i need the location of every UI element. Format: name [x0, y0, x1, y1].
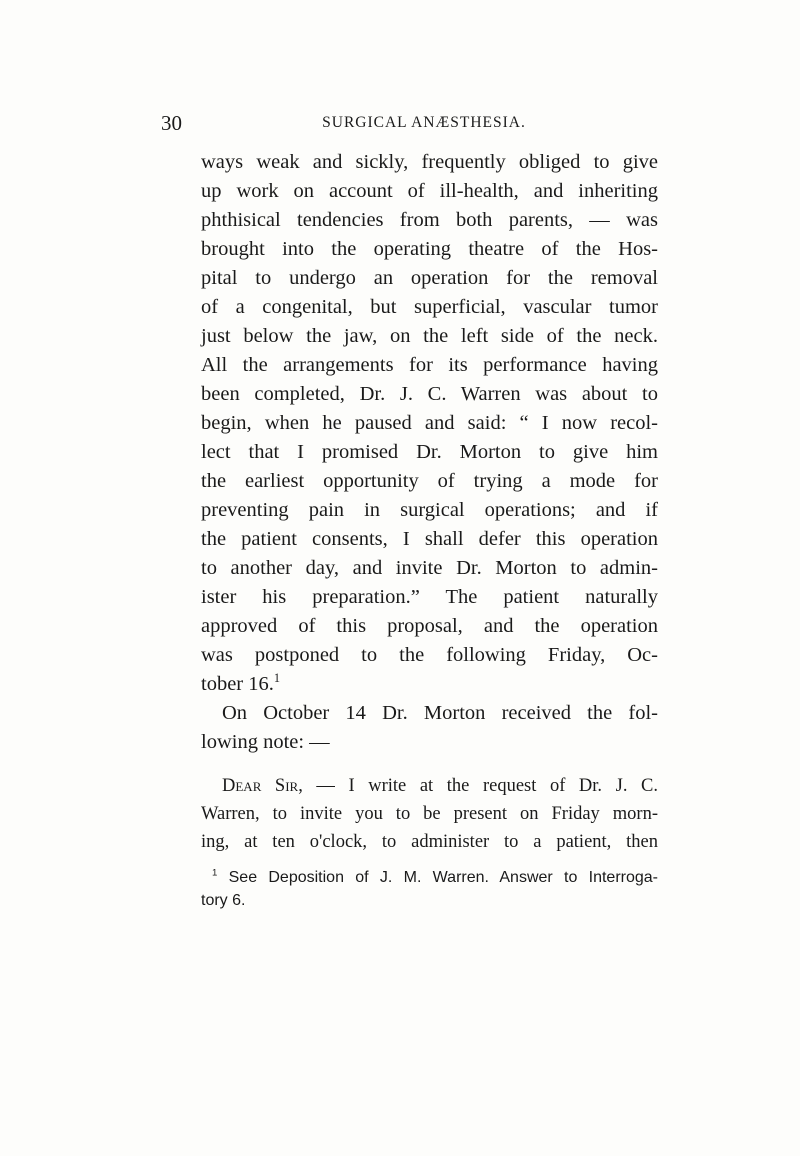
text-line: ister his preparation.” The patient naturally [201, 586, 658, 608]
text-line: to another day, and invite Dr. Morton to admin- [201, 557, 658, 579]
page-header [161, 110, 657, 136]
text-line [201, 670, 658, 698]
text-line-content: tober 16. [201, 673, 274, 695]
text-line: just below the jaw, on the left side of the neck. [201, 325, 658, 347]
text-line: the patient consents, I shall defer this operation [201, 528, 658, 550]
text-line: All the arrangements for its performance having [201, 354, 658, 376]
footnote-reference: 1 [273, 671, 281, 686]
text-line: On October 14 Dr. Morton received the fol- [222, 702, 658, 724]
text-line: approved of this proposal, and the operation [201, 615, 658, 637]
text-line: phthisical tendencies from both parents, — was [201, 209, 658, 231]
page-number: 30 [161, 111, 182, 135]
footnote-text: See Deposition of J. M. Warren. Answer to Interroga- [217, 869, 658, 886]
letter-line: Warren, to invite you to be present on Friday morn- [201, 804, 658, 824]
footnote-marker: 1 [212, 867, 218, 879]
text-line: brought into the operating theatre of the Hos- [201, 238, 658, 260]
text-line: of a congenital, but superficial, vascular tumor [201, 296, 658, 318]
text-line: lowing note: — [201, 731, 330, 753]
letter-text: — I write at the request of Dr. J. C. [302, 776, 658, 796]
running-head: SURGICAL ANÆSTHESIA. [322, 114, 526, 131]
footnote-line [212, 866, 658, 890]
text-line: was postponed to the following Friday, Oc- [201, 644, 658, 666]
letter-line: ing, at ten o'clock, to administer to a patient, then [201, 832, 658, 852]
text-line: been completed, Dr. J. C. Warren was about to [201, 383, 658, 405]
text-line: pital to undergo an operation for the removal [201, 267, 658, 289]
text-line: preventing pain in surgical operations; and if [201, 499, 658, 521]
text-line: lect that I promised Dr. Morton to give him [201, 441, 658, 463]
text-line: the earliest opportunity of trying a mode for [201, 470, 658, 492]
text-line: up work on account of ill-health, and inheriting [201, 180, 658, 202]
text-line: ways weak and sickly, frequently obliged to give [201, 151, 658, 173]
text-line: begin, when he paused and said: “ I now recol- [201, 412, 658, 434]
footnote-line: tory 6. [201, 892, 246, 909]
letter-line [222, 772, 658, 800]
letter-salutation: Dear Sir, [222, 776, 303, 796]
